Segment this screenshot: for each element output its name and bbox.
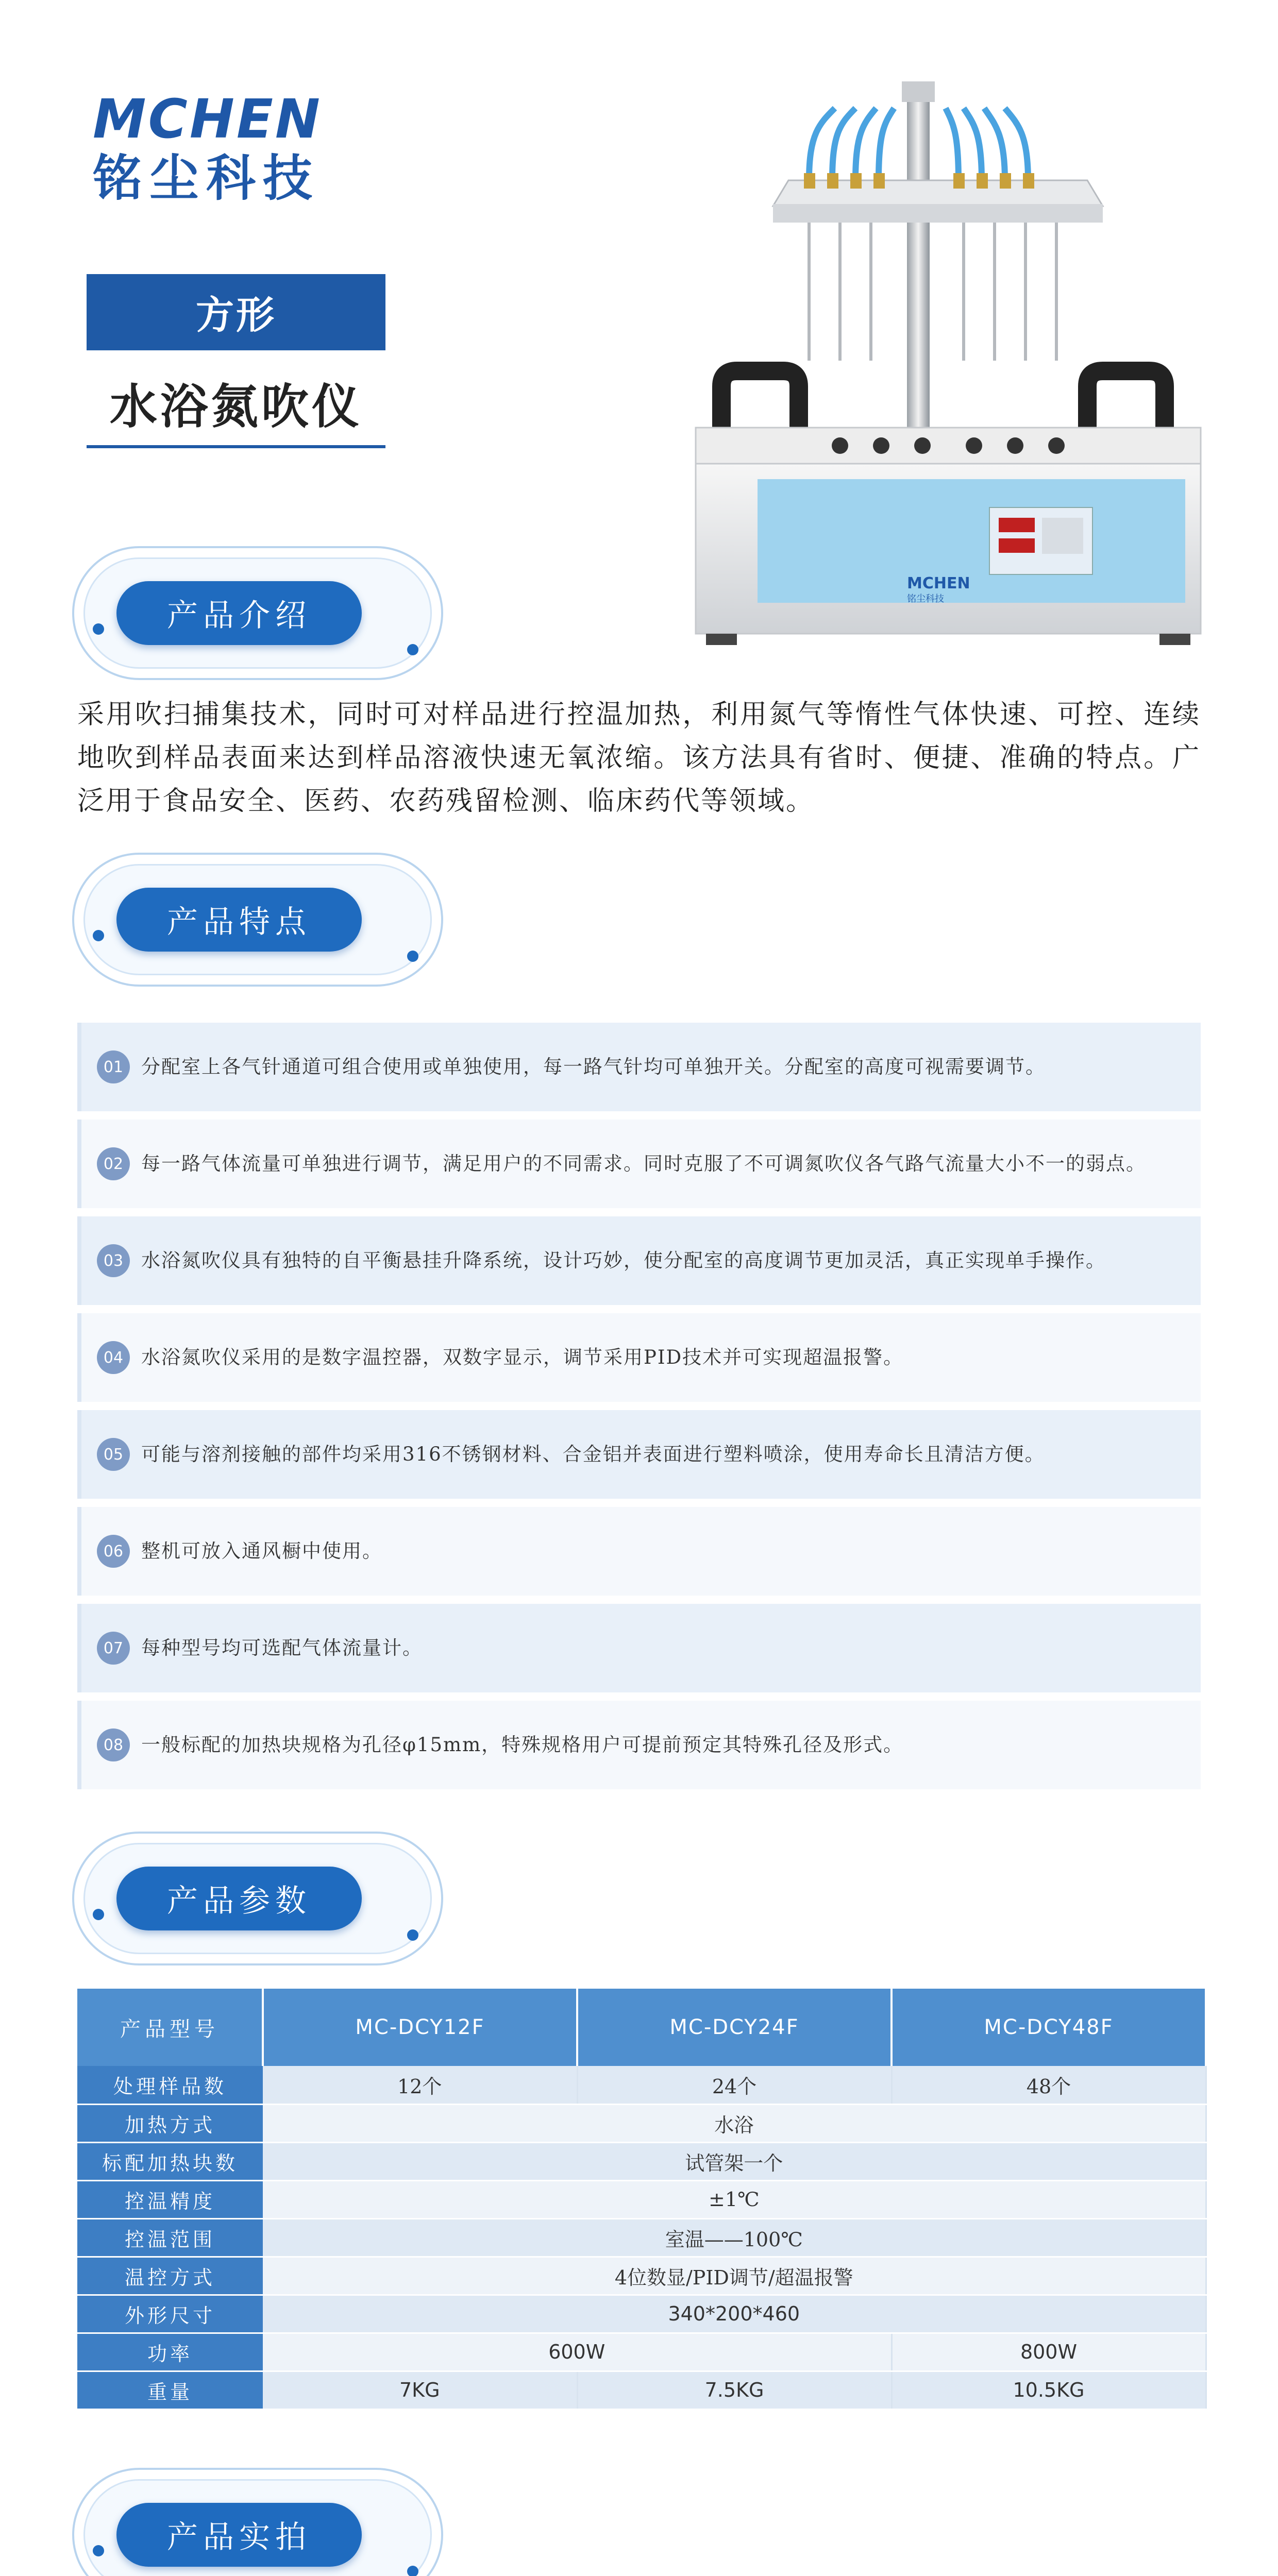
product-hero-image [685, 72, 1211, 654]
feature-item [77, 1604, 1201, 1692]
spec-row [77, 2104, 1206, 2142]
feature-item [77, 1507, 1201, 1596]
spec-value: 4位数显/PID调节/超温报警 [263, 2257, 1206, 2295]
intro-text: 采用吹扫捕集技术，同时可对样品进行控温加热，利用氮气等惰性气体快速、可控、连续地吹到样品表面来达到样品溶液快速无氧浓缩。该方法具有省时、便捷、准确的特点。广泛用于食品安全、医药、农药残留检测、临床药代等领域。 [77, 699, 1201, 817]
feature-text: 水浴氮吹仪采用的是数字温控器，双数字显示，调节采用PID技术并可实现超温报警。 [141, 1346, 904, 1368]
spec-value: 7KG [263, 2371, 577, 2409]
feature-number: 03 [97, 1244, 130, 1277]
feature-text: 分配室上各气针通道可组合使用或单独使用，每一路气针均可单独开关。分配室的高度可视需要调节。 [141, 1056, 1046, 1078]
hero-panel-brand-cn: 铭尘科技 [907, 594, 944, 604]
section-photos-header [72, 2468, 443, 2576]
spec-value: 24个 [577, 2066, 892, 2104]
section-title: 产品参数 [116, 1867, 362, 1930]
section-dot [407, 951, 418, 962]
spec-row [77, 2333, 1206, 2371]
section-title: 产品特点 [116, 888, 362, 952]
spec-value: 7.5KG [577, 2371, 892, 2409]
section-dot [407, 644, 418, 655]
feature-item [77, 1410, 1201, 1499]
spec-label: 功率 [77, 2333, 263, 2371]
spec-row [77, 2371, 1206, 2409]
spec-label: 处理样品数 [77, 2066, 263, 2104]
section-params-header [72, 1832, 443, 1965]
spec-value: 室温——100℃ [263, 2218, 1206, 2257]
spec-header-row [77, 1989, 1206, 2066]
hero-panel-brand: MCHEN [907, 574, 970, 592]
spec-label: 重量 [77, 2371, 263, 2409]
section-dot [407, 2566, 418, 2576]
feature-number: 08 [97, 1728, 130, 1761]
feature-text: 每种型号均可选配气体流量计。 [141, 1637, 423, 1659]
spec-value: 340*200*460 [263, 2295, 1206, 2333]
feature-number: 05 [97, 1438, 130, 1471]
feature-item [77, 1313, 1201, 1402]
spec-value: 水浴 [263, 2104, 1206, 2142]
spec-label: 加热方式 [77, 2104, 263, 2142]
feature-text: 水浴氮吹仪具有独特的自平衡悬挂升降系统，设计巧妙，使分配室的高度调节更加灵活，真正实现单手操作。 [141, 1249, 1106, 1272]
spec-value: 10.5KG [892, 2371, 1206, 2409]
brand-logo-cn: 铭尘科技 [93, 149, 320, 207]
spec-row [77, 2295, 1206, 2333]
section-dot [407, 1929, 418, 1941]
feature-number: 06 [97, 1535, 130, 1568]
section-title: 产品介绍 [116, 581, 362, 645]
section-dot [93, 623, 104, 635]
spec-header-cell: 产品型号 [77, 1989, 263, 2066]
feature-text: 每一路气体流量可单独进行调节，满足用户的不同需求。同时克服了不可调氮吹仪各气路气流量大小不一的弱点。 [141, 1153, 1146, 1175]
product-type-label: 方形 [87, 274, 385, 350]
spec-header-cell: MC-DCY24F [577, 1989, 892, 2066]
spec-value: 600W [263, 2333, 892, 2371]
spec-header-cell: MC-DCY12F [263, 1989, 577, 2066]
feature-item [77, 1701, 1201, 1789]
spec-value: 800W [892, 2333, 1206, 2371]
feature-number: 07 [97, 1632, 130, 1665]
spec-row [77, 2257, 1206, 2295]
feature-item [77, 1023, 1201, 1111]
section-dot [93, 1909, 104, 1920]
feature-item [77, 1216, 1201, 1305]
feature-text: 可能与溶剂接触的部件均采用316不锈钢材料、合金铝并表面进行塑料喷涂，使用寿命长且清洁方便。 [141, 1443, 1045, 1465]
spec-label: 控温范围 [77, 2218, 263, 2257]
brand-logo-en: MCHEN [93, 88, 322, 150]
feature-number: 01 [97, 1050, 130, 1083]
spec-value: ±1℃ [263, 2180, 1206, 2218]
spec-row [77, 2218, 1206, 2257]
spec-label: 外形尺寸 [77, 2295, 263, 2333]
spec-value: 试管架一个 [263, 2142, 1206, 2180]
feature-item [77, 1120, 1201, 1208]
section-dot [93, 2545, 104, 2556]
spec-label: 控温精度 [77, 2180, 263, 2218]
spec-value: 12个 [263, 2066, 577, 2104]
feature-number: 02 [97, 1147, 130, 1180]
spec-label: 标配加热块数 [77, 2142, 263, 2180]
spec-label: 温控方式 [77, 2257, 263, 2295]
product-name: 水浴氮吹仪 [87, 361, 385, 448]
feature-number: 04 [97, 1341, 130, 1374]
spec-header-cell: MC-DCY48F [892, 1989, 1206, 2066]
features-list [77, 1023, 1201, 1798]
feature-text: 整机可放入通风橱中使用。 [141, 1540, 382, 1562]
section-title: 产品实拍 [116, 2503, 362, 2567]
spec-value: 48个 [892, 2066, 1206, 2104]
spec-row [77, 2066, 1206, 2104]
section-intro-header [72, 546, 443, 680]
spec-row [77, 2142, 1206, 2180]
section-features-header [72, 853, 443, 987]
spec-row [77, 2180, 1206, 2218]
section-dot [93, 930, 104, 941]
spec-table [77, 1989, 1207, 2410]
feature-text: 一般标配的加热块规格为孔径φ15mm，特殊规格用户可提前预定其特殊孔径及形式。 [141, 1734, 904, 1756]
